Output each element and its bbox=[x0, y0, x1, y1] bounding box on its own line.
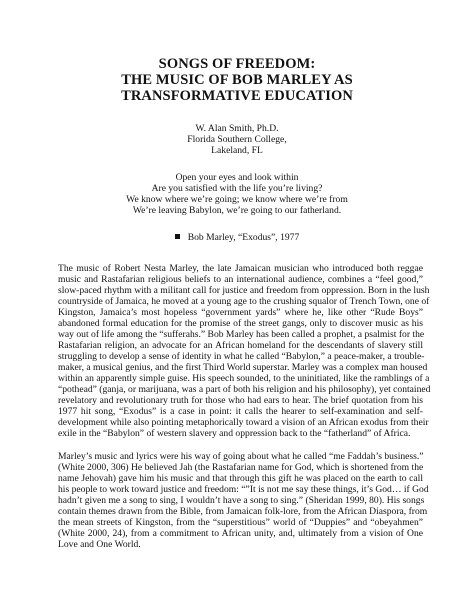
title-line-3: TRANSFORMATIVE EDUCATION bbox=[121, 88, 353, 104]
body-line: (White 2000, 24), from a commitment to African unity, and, ultimately from a vision of One bbox=[58, 528, 423, 539]
body-line: Marley’s music and lyrics were his way of going about what he called “me Faddah’s business.” bbox=[58, 451, 424, 462]
body-line: struggling to develop a sense of identity in what he called “Babylon,” a peace-maker, a trouble- bbox=[58, 351, 425, 362]
epigraph-citation bbox=[0, 232, 474, 243]
body-line: revelatory and revolutionary truth for those who had ears to hear. The brief quotation from his bbox=[58, 395, 423, 406]
body-line: exile in the “Babylon” of western slavery and oppression back to the “fatherland” of Africa. bbox=[58, 428, 411, 439]
body-line: countryside of Jamaica, he moved at a young age to the crushing squalor of Trench Town, one of bbox=[58, 296, 430, 307]
body-line: music and Rastafarian religious beliefs to an international audience, combines a “feel good,” bbox=[58, 274, 423, 285]
body-line: hadn’t given me a song to sing, I wouldn’t have a song to sing.” (Sheridan 1999, 80). His songs bbox=[58, 495, 425, 506]
title-line-2: THE MUSIC OF BOB MARLEY AS bbox=[121, 72, 353, 88]
body-line: Kingston, Jamaica’s most hopeless “government yards” where he, like other “Rude Boys” bbox=[58, 307, 423, 318]
epigraph-line: Open your eyes and look within bbox=[175, 172, 299, 183]
author-affiliation: Florida Southern College, bbox=[187, 134, 287, 145]
body-line: “pothead” (ganja, or marijuana, was a part of both his religion and his philosophy), yet contained bbox=[58, 384, 431, 395]
title-line-1: SONGS OF FREEDOM: bbox=[158, 56, 316, 72]
body-line: his people to work toward justice and freedom: “”It is not me say these things, it’s God… if God bbox=[58, 484, 429, 495]
body-line: development while also pointing metaphorically toward a vision of an African exodus from their bbox=[58, 417, 429, 428]
body-line: 1977 hit song, “Exodus” is a case in point: it calls the hearer to self-examination and self- bbox=[58, 406, 423, 417]
epigraph-line: We know where we’re going; we know where we’re from bbox=[126, 194, 348, 205]
author-name: W. Alan Smith, Ph.D. bbox=[195, 123, 279, 134]
body-line: the mean streets of Kingston, from the “superstitious” world of “Duppies” and “obeyahmen” bbox=[58, 517, 423, 528]
body-line: within an apparently simple guise. His speech sounded, to the uninitiated, like the ramblings of a bbox=[58, 373, 430, 384]
epigraph-line: We’re leaving Babylon, we’re going to our fatherland. bbox=[132, 205, 342, 216]
square-bullet-icon bbox=[175, 234, 180, 239]
body-line: slow-paced rhythm with a militant call for justice and freedom from oppression. Born in the lush bbox=[58, 285, 430, 296]
body-line: Love and One World. bbox=[58, 539, 141, 550]
body-line: The music of Robert Nesta Marley, the late Jamaican musician who introduced both reggae bbox=[58, 263, 423, 274]
body-line: (White 2000, 306) He believed Jah (the Rastafarian name for God, which is shortened from the bbox=[58, 462, 424, 473]
body-line: way out of life among the “sufferahs.” Bob Marley has been called a prophet, a psalmist for the bbox=[58, 329, 425, 340]
body-line: maker, a musical genius, and the first Third World superstar. Marley was a complex man housed bbox=[58, 362, 428, 373]
citation-text: Bob Marley, “Exodus”, 1977 bbox=[187, 232, 300, 243]
body-line: contain themes drawn from the Bible, from Jamaican folk-lore, from the African Diaspora, from bbox=[58, 506, 428, 517]
body-line: Rastafarian religion, an advocate for an African homeland for the descendants of slavery still bbox=[58, 340, 423, 351]
author-location: Lakeland, FL bbox=[211, 145, 263, 156]
epigraph-line: Are you satisfied with the life you’re living? bbox=[151, 183, 323, 194]
body-line: abandoned formal education for the promise of the street gangs, only to discover music as his bbox=[58, 318, 423, 329]
body-line: name Jehovah) gave him his music and that through this gift he was placed on the earth to call bbox=[58, 473, 423, 484]
